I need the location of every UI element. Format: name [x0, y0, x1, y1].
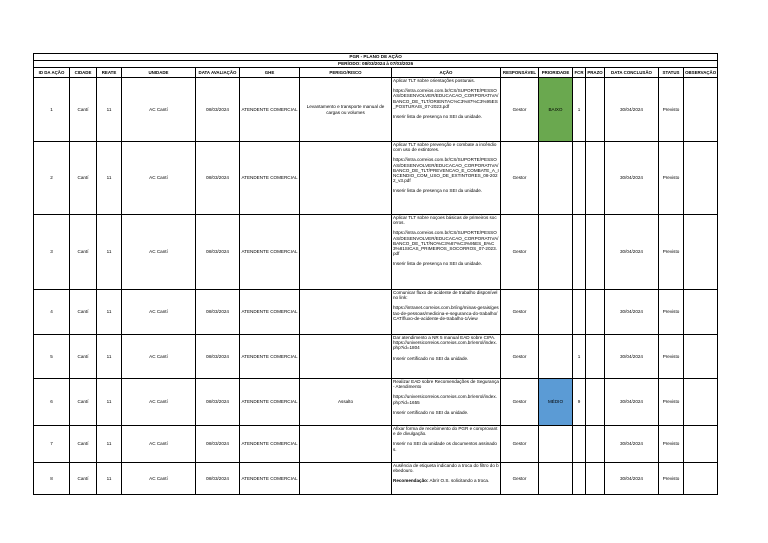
cell-ghe: ATENDENTE COMERCIAL — [240, 379, 300, 426]
cell-id: 7 — [34, 426, 70, 463]
cell-prioridade — [539, 463, 573, 495]
cell-ghe: ATENDENTE COMERCIAL — [240, 335, 300, 379]
cell-id: 5 — [34, 335, 70, 379]
cell-cidade: Cantí — [70, 142, 97, 215]
action-plan-table — [33, 53, 718, 495]
table-row — [34, 142, 718, 215]
cell-reate: 11 — [97, 463, 122, 495]
cell-unidade: AC Cantí — [122, 290, 196, 335]
cell-data-avaliacao: 08/03/2024 — [196, 78, 240, 142]
cell-status: Previsto — [659, 426, 684, 463]
cell-fcr — [573, 142, 586, 215]
cell-observacao — [684, 78, 718, 142]
col-header-responsavel: RESPONSÁVEL — [501, 68, 539, 78]
cell-cidade: Cantí — [70, 290, 97, 335]
cell-perigo — [300, 215, 392, 290]
cell-id: 1 — [34, 78, 70, 142]
cell-observacao — [684, 215, 718, 290]
cell-data-conclusao: 30/04/2024 — [605, 290, 659, 335]
cell-perigo: Assalto — [300, 379, 392, 426]
cell-perigo — [300, 290, 392, 335]
cell-id: 3 — [34, 215, 70, 290]
cell-data-avaliacao: 08/03/2024 — [196, 335, 240, 379]
cell-data-avaliacao: 08/03/2024 — [196, 426, 240, 463]
cell-unidade: AC Cantí — [122, 379, 196, 426]
cell-fcr: 9 — [573, 379, 586, 426]
cell-prioridade: MÉDIO — [539, 379, 573, 426]
cell-data-avaliacao: 08/03/2024 — [196, 215, 240, 290]
acao-line: Inserir lista de presença no SEI da unidade. — [393, 188, 483, 194]
acao-line: https://universicorreios.correios.com.br/enrol/index.php?id=1655 — [393, 394, 497, 405]
col-header-reate: REATE — [97, 68, 122, 78]
cell-responsavel: Gestor — [501, 290, 539, 335]
cell-prazo — [586, 426, 605, 463]
cell-reate: 11 — [97, 426, 122, 463]
acao-line: Ausência de etiqueta indicando a troca do filtro do bebedouro. — [393, 463, 499, 474]
col-header-data-avaliacao: DATA AVALIAÇÃO — [196, 68, 240, 78]
cell-perigo: Levantamento e transporte manual de cargas ou volumes — [300, 78, 392, 142]
cell-unidade: AC Cantí — [122, 78, 196, 142]
cell-data-conclusao: 30/04/2024 — [605, 78, 659, 142]
cell-perigo — [300, 335, 392, 379]
cell-perigo — [300, 142, 392, 215]
cell-fcr — [573, 290, 586, 335]
acao-line: Inserir certificado no SEI da unidade. — [393, 409, 469, 415]
acao-line: Aplicar TLT sobre orientações posturais. — [393, 78, 475, 83]
acao-line: Aplicar TLT sobre noçoes básicas de primeiros socorros. — [393, 215, 497, 226]
cell-prioridade — [539, 290, 573, 335]
recommendation-label: Recomendação: — [393, 478, 429, 484]
cell-ghe: ATENDENTE COMERCIAL — [240, 142, 300, 215]
cell-reate: 11 — [97, 142, 122, 215]
col-header-ghe: GHE — [240, 68, 300, 78]
cell-cidade: Cantí — [70, 463, 97, 495]
cell-observacao — [684, 290, 718, 335]
table-row — [34, 426, 718, 463]
cell-acao — [392, 215, 501, 290]
acao-line: Aplicar TLT sobre prevenção e combate a incêndio com uso de extintores. — [393, 142, 497, 153]
cell-fcr — [573, 215, 586, 290]
cell-prazo — [586, 142, 605, 215]
cell-observacao — [684, 463, 718, 495]
plan-title: PGR - PLANO DE AÇÃO — [34, 54, 718, 61]
cell-fcr — [573, 426, 586, 463]
cell-prioridade — [539, 142, 573, 215]
col-header-prioridade: PRIORIDADE — [539, 68, 573, 78]
cell-fcr: 1 — [573, 78, 586, 142]
cell-perigo — [300, 463, 392, 495]
cell-fcr: 1 — [573, 335, 586, 379]
acao-line: Realizar EAD sobre Recomendações de Segurança - Atendimento — [393, 379, 499, 390]
cell-data-conclusao: 30/04/2024 — [605, 379, 659, 426]
cell-cidade: Cantí — [70, 78, 97, 142]
cell-unidade: AC Cantí — [122, 335, 196, 379]
cell-id: 4 — [34, 290, 70, 335]
col-header-data-conclusao: DATA CONCLUSÃO — [605, 68, 659, 78]
cell-reate: 11 — [97, 335, 122, 379]
table-row — [34, 379, 718, 426]
cell-status: Previsto — [659, 142, 684, 215]
action-plan-sheet — [33, 53, 717, 495]
cell-observacao — [684, 379, 718, 426]
cell-data-conclusao: 30/04/2024 — [605, 463, 659, 495]
acao-line: Inserir lista de presença no SEI da unidade. — [393, 114, 483, 120]
cell-ghe: ATENDENTE COMERCIAL — [240, 463, 300, 495]
cell-prioridade: BAIXO — [539, 78, 573, 142]
acao-line: https://intra.correios.com.br/CS/SUPORTE/PESSOAS/DESENVOLVER/EDUCACAO_CORPORATIVA/BANCO_DE_TLT/ORIENTAC%C3%87%C3%95ES_POSTURAIS_07-2023.pdf — [393, 88, 499, 109]
acao-line: Dar atendimento a NR 5 manual EAD sobre CIPA. — [393, 335, 496, 340]
cell-cidade: Cantí — [70, 379, 97, 426]
acao-line: https://universicorreios.correios.com.br/enrol/index.php?id=1804 — [393, 340, 497, 351]
table-header-row — [34, 68, 718, 78]
cell-status: Previsto — [659, 335, 684, 379]
cell-data-avaliacao: 08/03/2024 — [196, 142, 240, 215]
cell-observacao — [684, 142, 718, 215]
cell-status: Previsto — [659, 463, 684, 495]
col-header-perigo: PERIGO/RISCO — [300, 68, 392, 78]
cell-reate: 11 — [97, 215, 122, 290]
cell-prioridade — [539, 335, 573, 379]
cell-prioridade — [539, 215, 573, 290]
col-header-observacao: OBSERVAÇÃO — [684, 68, 718, 78]
cell-responsavel: Gestor — [501, 215, 539, 290]
cell-acao — [392, 335, 501, 379]
acao-line: Comunicar fluxo de acidente de trabalho disponível no link: — [393, 290, 498, 301]
cell-responsavel: Gestor — [501, 379, 539, 426]
cell-observacao — [684, 426, 718, 463]
cell-prazo — [586, 463, 605, 495]
table-row — [34, 290, 718, 335]
cell-status: Previsto — [659, 379, 684, 426]
cell-responsavel: Gestor — [501, 142, 539, 215]
cell-perigo — [300, 426, 392, 463]
col-header-unidade: UNIDADE — [122, 68, 196, 78]
acao-line: Inserir certificado no SEI da unidade. — [393, 355, 469, 361]
col-header-cidade: CIDADE — [70, 68, 97, 78]
cell-ghe: ATENDENTE COMERCIAL — [240, 290, 300, 335]
cell-unidade: AC Cantí — [122, 426, 196, 463]
col-header-id: ID DA AÇÃO — [34, 68, 70, 78]
col-header-acao: AÇÃO — [392, 68, 501, 78]
cell-unidade: AC Cantí — [122, 215, 196, 290]
cell-acao — [392, 78, 501, 142]
cell-data-conclusao: 30/04/2024 — [605, 142, 659, 215]
cell-status: Previsto — [659, 290, 684, 335]
cell-cidade: Cantí — [70, 335, 97, 379]
table-row — [34, 463, 718, 495]
cell-data-avaliacao: 08/03/2024 — [196, 463, 240, 495]
table-row — [34, 335, 718, 379]
cell-reate: 11 — [97, 78, 122, 142]
acao-line: Inserir lista de presença no SEI da unidade. — [393, 261, 483, 267]
cell-cidade: Cantí — [70, 426, 97, 463]
acao-line: Inserir no SEI da unidade os documentos assinados. — [393, 441, 497, 452]
cell-ghe: ATENDENTE COMERCIAL — [240, 215, 300, 290]
cell-status: Previsto — [659, 215, 684, 290]
cell-data-conclusao: 30/04/2024 — [605, 215, 659, 290]
recommendation-text: Abrir O.S. solicitando a troca. — [428, 478, 490, 484]
cell-observacao — [684, 335, 718, 379]
col-header-prazo: PRAZO — [586, 68, 605, 78]
cell-data-avaliacao: 08/03/2024 — [196, 290, 240, 335]
col-header-fcr: FCR — [573, 68, 586, 78]
cell-prioridade — [539, 426, 573, 463]
cell-prazo — [586, 78, 605, 142]
cell-ghe: ATENDENTE COMERCIAL — [240, 426, 300, 463]
acao-line: https://intra.correios.com.br/CS/SUPORTE/PESSOAS/DESENVOLVER/EDUCACAO_CORPORATIVA/BANCO_DE_TLT/PREVENCAO_E_COMBATE_A_INCENDIO_COM_USO_DE_EXTINTORES_08-2022_v3.pdf — [393, 157, 499, 184]
cell-cidade: Cantí — [70, 215, 97, 290]
acao-line: Afixar forma de recebimento do PGR e comprovante de divulgação. — [393, 426, 498, 437]
cell-data-avaliacao: 08/03/2024 — [196, 379, 240, 426]
cell-ghe: ATENDENTE COMERCIAL — [240, 78, 300, 142]
cell-status: Previsto — [659, 78, 684, 142]
cell-prazo — [586, 290, 605, 335]
cell-responsavel: Gestor — [501, 426, 539, 463]
cell-acao — [392, 463, 501, 495]
acao-line: https://intra.correios.com.br/CS/SUPORTE/PESSOAS/DESENVOLVER/EDUCACAO_CORPORATIVA/BANCO_DE_TLT/NO%C3%87%C3%95ES_B%C3%81SICAS_PRIMEIROS_SOCORROS_07-2023.pdf — [393, 230, 499, 257]
cell-data-conclusao: 30/04/2024 — [605, 426, 659, 463]
plan-period: PERÍODO: 08/03/2024 à 07/03/2026 — [34, 61, 718, 68]
cell-acao — [392, 290, 501, 335]
table-row — [34, 78, 718, 142]
col-header-status: STATUS — [659, 68, 684, 78]
cell-acao — [392, 379, 501, 426]
cell-responsavel: Gestor — [501, 335, 539, 379]
cell-data-conclusao: 30/04/2024 — [605, 335, 659, 379]
cell-responsavel: Gestor — [501, 78, 539, 142]
acao-recommendation — [393, 478, 499, 483]
cell-unidade: AC Cantí — [122, 463, 196, 495]
cell-prazo — [586, 215, 605, 290]
acao-line: https://intranet.correios.com.br/ing/minas-gerais/gestao-de-pessoas/medicina-e-seguranca-do-trabalho/CAT/fluxo-de-acidente-de-trabalho-1/view — [393, 305, 499, 321]
cell-prazo — [586, 335, 605, 379]
cell-prazo — [586, 379, 605, 426]
cell-id: 6 — [34, 379, 70, 426]
table-row — [34, 215, 718, 290]
cell-reate: 11 — [97, 379, 122, 426]
cell-acao — [392, 142, 501, 215]
cell-fcr — [573, 463, 586, 495]
cell-id: 2 — [34, 142, 70, 215]
cell-acao — [392, 426, 501, 463]
cell-unidade: AC Cantí — [122, 142, 196, 215]
cell-id: 8 — [34, 463, 70, 495]
cell-responsavel: Gestor — [501, 463, 539, 495]
cell-reate: 11 — [97, 290, 122, 335]
table-body — [34, 78, 718, 495]
